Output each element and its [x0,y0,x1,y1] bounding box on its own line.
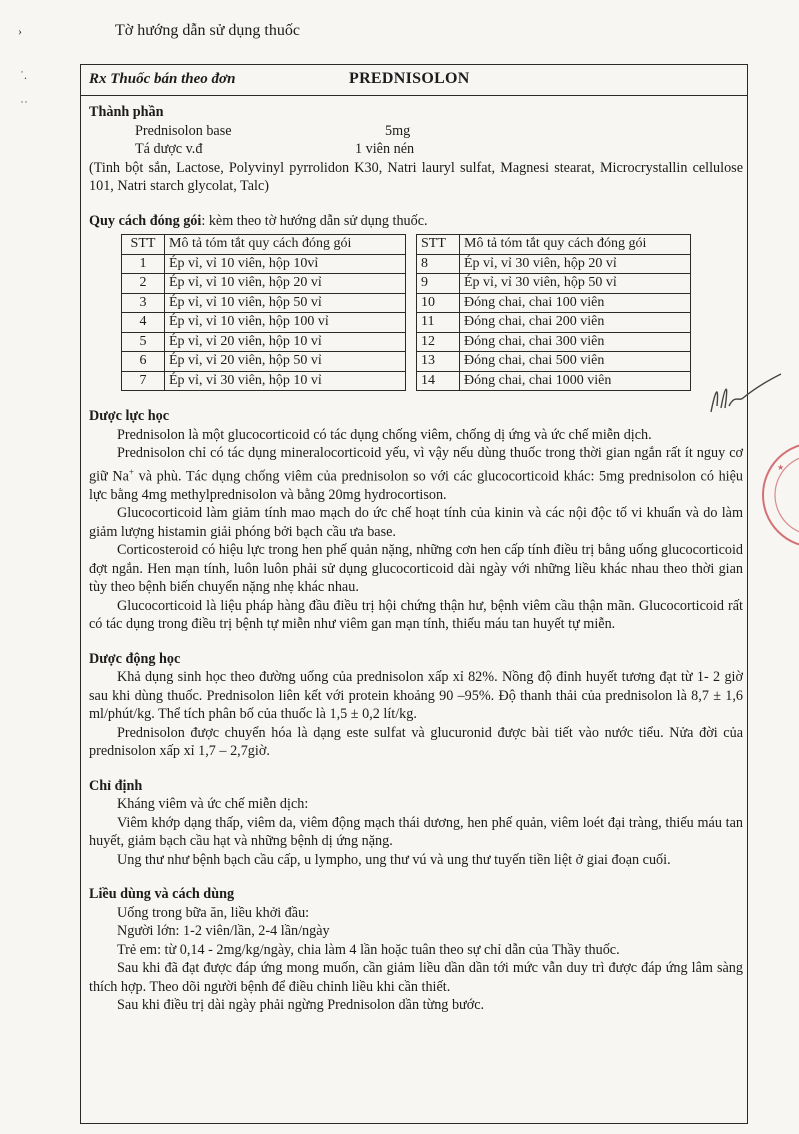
table-row [122,332,406,352]
paragraph: Người lớn: 1-2 viên/lần, 2-4 lần/ngày [117,923,330,940]
margin-mark: ˙. [20,68,27,82]
row-stt: 4 [122,313,165,333]
composition-row [135,122,743,141]
ingredient-name: Tá dược v.đ [135,141,203,157]
row-stt: 1 [122,254,165,274]
col-stt: STT [122,235,165,255]
row-description: Ép vỉ, vỉ 30 viên, hộp 50 vỉ [460,274,691,294]
rx-label: Rx Thuốc bán theo đơn [89,71,236,87]
row-description: Ép vỉ, vỉ 30 viên, hộp 10 vỉ [165,371,406,391]
paragraph: Kháng viêm và ức chế miễn dịch: [117,796,309,813]
margin-mark: › [18,24,22,38]
ingredient-value: 1 viên nén [355,141,415,157]
row-description: Ép vỉ, vỉ 10 viên, hộp 100 vỉ [165,313,406,333]
row-stt: 9 [417,274,460,294]
paragraph: Uống trong bữa ăn, liều khởi đầu: [117,904,310,921]
paragraph: Sau khi đã đạt được đáp ứng mong muốn, cần giảm liều dần dần tới mức vẫn duy trì được đáp ứng lâm sàng thích hợp. Theo dõi người bệnh để điều chỉnh liều khi cần thiết. [89,960,743,995]
composition-heading: Thành phần [89,104,164,120]
table-row [122,371,406,391]
stamp-mark [755,430,799,560]
leaflet-content [89,103,743,1015]
table-row [122,293,406,313]
col-desc: Mô tả tóm tắt quy cách đóng gói [165,235,406,255]
drug-title: PREDNISOLON [349,70,470,87]
table-row [122,254,406,274]
svg-text:★: ★ [777,463,785,472]
row-description: Ép vỉ, vỉ 20 viên, hộp 50 vỉ [165,352,406,372]
paragraph: Prednisolon được chuyển hóa là dạng este sulfat và glucuronid được bài tiết vào nước tiểu. Nửa đời của prednisolon xấp xỉ 1,7 – 2,7giờ. [89,724,743,760]
ingredient-name: Prednisolon base [135,122,232,139]
dosage-heading: Liều dùng và cách dùng [89,886,235,903]
paragraph: Prednisolon là một glucocorticoid có tác dụng chống viêm, chống dị ứng và ức chế miễn dịch. [117,426,652,443]
row-stt: 14 [417,371,460,391]
col-stt: STT [417,235,460,255]
paragraph: Glucocorticoid làm giảm tính mao mạch do ức chế hoạt tính của kinin và các nội độc tố vi khuẩn và do làm giảm lượng histamin giải phóng bởi bạch cầu ưa base. [89,505,743,540]
row-stt: 12 [417,332,460,352]
row-stt: 3 [122,293,165,313]
pharmacokinetics-heading: Dược động học [89,650,181,667]
paragraph: Ung thư như bệnh bạch cầu cấp, u lympho, ung thư vú và ung thư tuyến tiền liệt ở giai đoạn cuối. [117,851,671,868]
table-row [417,293,691,313]
table-row [122,352,406,372]
packaging-tables [121,234,743,391]
signature-mark [705,372,785,432]
table-header-row [122,235,406,255]
table-row [417,274,691,294]
row-stt: 7 [122,371,165,391]
excipients-text: (Tinh bột sắn, Lactose, Polyvinyl pyrrolidon K30, Natri lauryl sulfat, Magnesi stearat, Microcrystallin cellulose 101, Natri starch glycolat, Talc) [89,159,743,194]
packaging-heading: Quy cách đóng gói [89,212,202,229]
row-description: Đóng chai, chai 100 viên [460,293,691,313]
row-description: Ép vỉ, vỉ 20 viên, hộp 10 vỉ [165,332,406,352]
row-stt: 13 [417,352,460,372]
row-description: Đóng chai, chai 1000 viên [460,371,691,391]
packaging-table-right [416,234,691,391]
table-row [122,313,406,333]
indications-heading: Chỉ định [89,777,143,794]
row-description: Đóng chai, chai 300 viên [460,332,691,352]
table-row [417,371,691,391]
table-row [417,352,691,372]
packaging-table-left [121,234,406,391]
paragraph: Trẻ em: từ 0,14 - 2mg/kg/ngày, chia làm 4 lần hoặc tuân theo sự chỉ dẫn của Thầy thuốc. [117,941,620,958]
paragraph: Prednisolon chỉ có tác dụng mineralocorticoid yếu, vì vậy nếu dùng thuốc trong thời gian ngắn rất ít nguy cơ giữ Na+ và phù. Tác dụng chống viêm của prednisolon so với các glucocorticoid khác: 5mg prednisolon có hiệu lực bằng 4mg methylprednisolon và bằng 20mg hydrocortison. [89,445,743,503]
title-bar [81,65,747,96]
table-row [417,254,691,274]
row-stt: 10 [417,293,460,313]
pharmacodynamics-heading: Dược lực học [89,408,170,424]
row-description: Ép vỉ, vỉ 30 viên, hộp 20 vỉ [460,254,691,274]
row-description: Ép vỉ, vỉ 10 viên, hộp 50 vỉ [165,293,406,313]
table-row [417,313,691,333]
paragraph: Viêm khớp dạng thấp, viêm da, viêm động mạch thái dương, hen phế quản, viêm loét đại tràng, thiếu máu tan huyết, giảm bạch cầu hạt và những bệnh dị ứng nặng. [89,814,743,850]
row-description: Ép vỉ, vỉ 10 viên, hộp 10vỉ [165,254,406,274]
paragraph: Sau khi điều trị dài ngày phải ngừng Prednisolon dần từng bước. [117,997,485,1014]
row-stt: 5 [122,332,165,352]
row-description: Đóng chai, chai 500 viên [460,352,691,372]
leaflet-frame [80,64,748,1124]
packaging-line [89,212,743,231]
paragraph: Corticosteroid có hiệu lực trong hen phế quản nặng, những cơn hen cấp tính điều trị bằng uống glucocorticoid đợt ngắn. Hen mạn tính, luôn luôn phải sử dụng glucocorticoid dài ngày với những liều khác nhau theo thời gian tùy theo bệnh biến chuyển nặng nhẹ khác nhau. [89,542,743,596]
page-header: Tờ hướng dẫn sử dụng thuốc [115,22,300,39]
row-stt: 6 [122,352,165,372]
row-description: Đóng chai, chai 200 viên [460,313,691,333]
margin-mark: ˙˙ [20,98,28,112]
row-description: Ép vỉ, vỉ 10 viên, hộp 20 vỉ [165,274,406,294]
table-header-row [417,235,691,255]
composition-row [135,140,743,159]
paragraph: Khả dụng sinh học theo đường uống của prednisolon xấp xỉ 82%. Nồng độ đỉnh huyết tương đạt từ 1- 2 giờ sau khi dùng thuốc. Prednisolon liên kết với protein khoảng 90 –95%. Độ thanh thải của prednisolon là 8,7 ± 1,6 ml/phút/kg. Thể tích phân bố của thuốc là 1,5 ± 0,2 lít/kg. [89,669,743,723]
paragraph: Glucocorticoid là liệu pháp hàng đầu điều trị hội chứng thận hư, bệnh viêm cầu thận mãn. Glucocorticoid rất có tác dụng trong điều trị bệnh tự miễn như viêm gan mạn tính, thiếu máu tan huyết tự miễn. [89,597,743,633]
row-stt: 2 [122,274,165,294]
table-row [122,274,406,294]
packaging-heading-rest: : kèm theo tờ hướng dẫn sử dụng thuốc. [201,212,428,229]
table-row [417,332,691,352]
row-stt: 8 [417,254,460,274]
ingredient-value: 5mg [385,122,411,139]
row-stt: 11 [417,313,460,333]
col-desc: Mô tả tóm tắt quy cách đóng gói [460,235,691,255]
